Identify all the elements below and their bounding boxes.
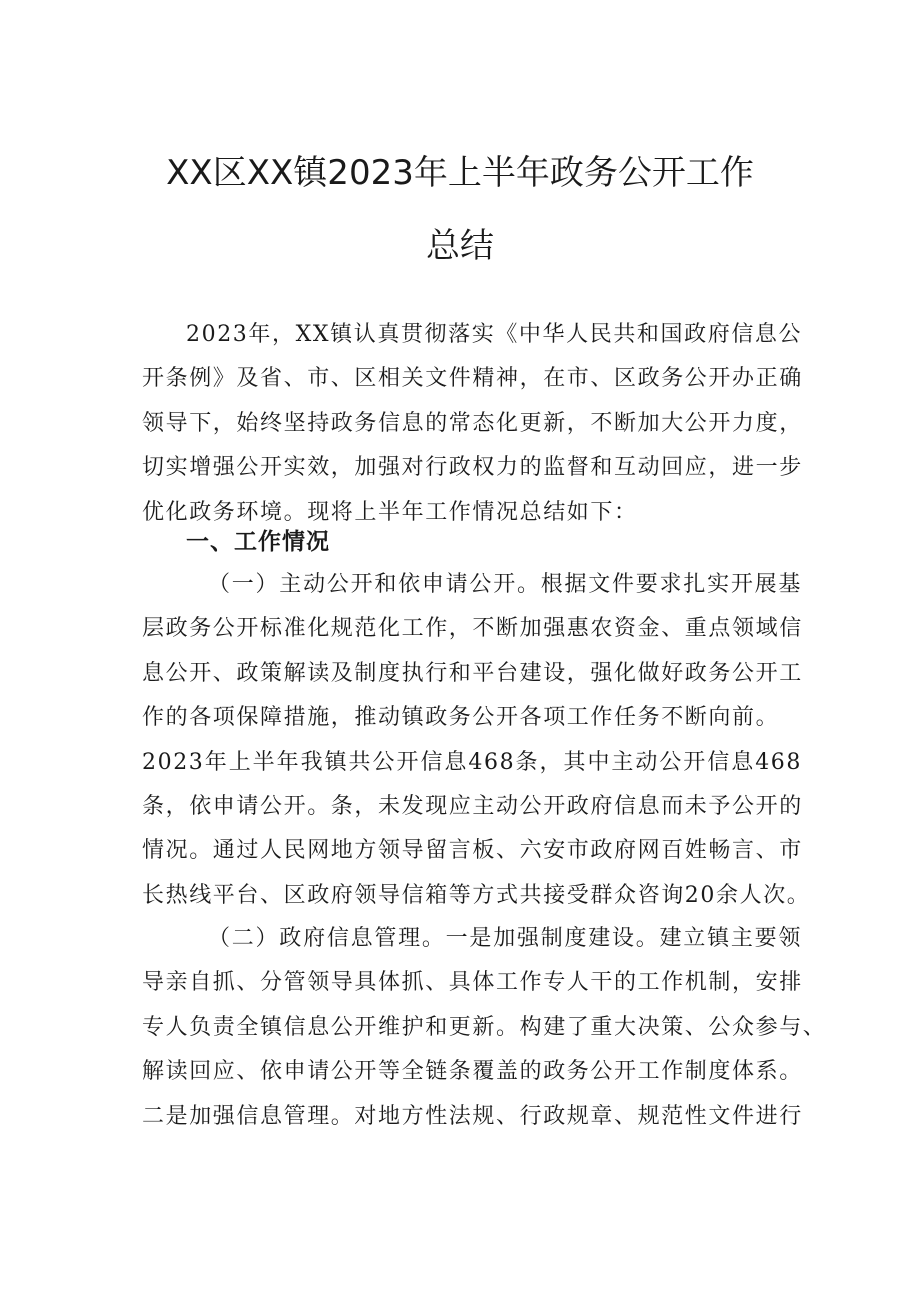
- paragraph-line: （一）主动公开和依申请公开。根据文件要求扎实开展基: [208, 572, 802, 597]
- paragraph-line: 情况。通过人民网地方领导留言板、六安市政府网百姓畅言、市: [142, 838, 803, 864]
- intro-line: 优化政务环境。现将上半年工作情况总结如下：: [142, 499, 638, 525]
- intro-line: 切实增强公开实效，加强对行政权力的监督和互动回应，进一步: [142, 455, 803, 481]
- paragraph-line: 长热线平台、区政府领导信箱等方式共接受群众咨询20余人次。: [142, 882, 811, 908]
- section-heading: 一、工作情况: [186, 529, 330, 555]
- document-title-line-1: XX区XX镇2023年上半年政务公开工作: [166, 153, 754, 193]
- paragraph-line: 息公开、政策解读及制度执行和平台建设，强化做好政务公开工: [142, 660, 803, 686]
- intro-line: 开条例》及省、市、区相关文件精神，在市、区政务公开办正确: [142, 366, 803, 392]
- paragraph-line: 二是加强信息管理。对地方性法规、行政规章、规范性文件进行: [142, 1103, 803, 1129]
- paragraph-public-disclosure: [142, 563, 811, 918]
- document-title-line-2: 总结: [426, 226, 494, 266]
- paragraph-line: （二）政府信息管理。一是加强制度建设。建立镇主要领: [208, 926, 802, 951]
- intro-paragraph: [142, 313, 802, 535]
- paragraph-line: 条，依申请公开。条，未发现应主动公开政府信息而未予公开的: [142, 793, 803, 819]
- paragraph-line: 作的各项保障措施，推动镇政务公开各项工作任务不断向前。: [142, 705, 780, 731]
- intro-line: 2023年，XX镇认真贯彻落实《中华人民共和国政府信息公: [186, 322, 803, 347]
- paragraph-line: 专人负责全镇信息公开维护和更新。构建了重大决策、公众参与、: [142, 1014, 827, 1040]
- paragraph-line: 导亲自抓、分管领导具体抓、具体工作专人干的工作机制，安排: [142, 970, 803, 996]
- intro-line: 领导下，始终坚持政务信息的常态化更新，不断加大公开力度，: [142, 410, 803, 436]
- paragraph-line: 层政务公开标准化规范化工作，不断加强惠农资金、重点领域信: [142, 616, 803, 642]
- paragraph-information-management: [142, 917, 827, 1139]
- paragraph-line: 2023年上半年我镇共公开信息468条，其中主动公开信息468: [142, 749, 802, 775]
- paragraph-line: 解读回应、依申请公开等全链条覆盖的政务公开工作制度体系。: [142, 1059, 803, 1085]
